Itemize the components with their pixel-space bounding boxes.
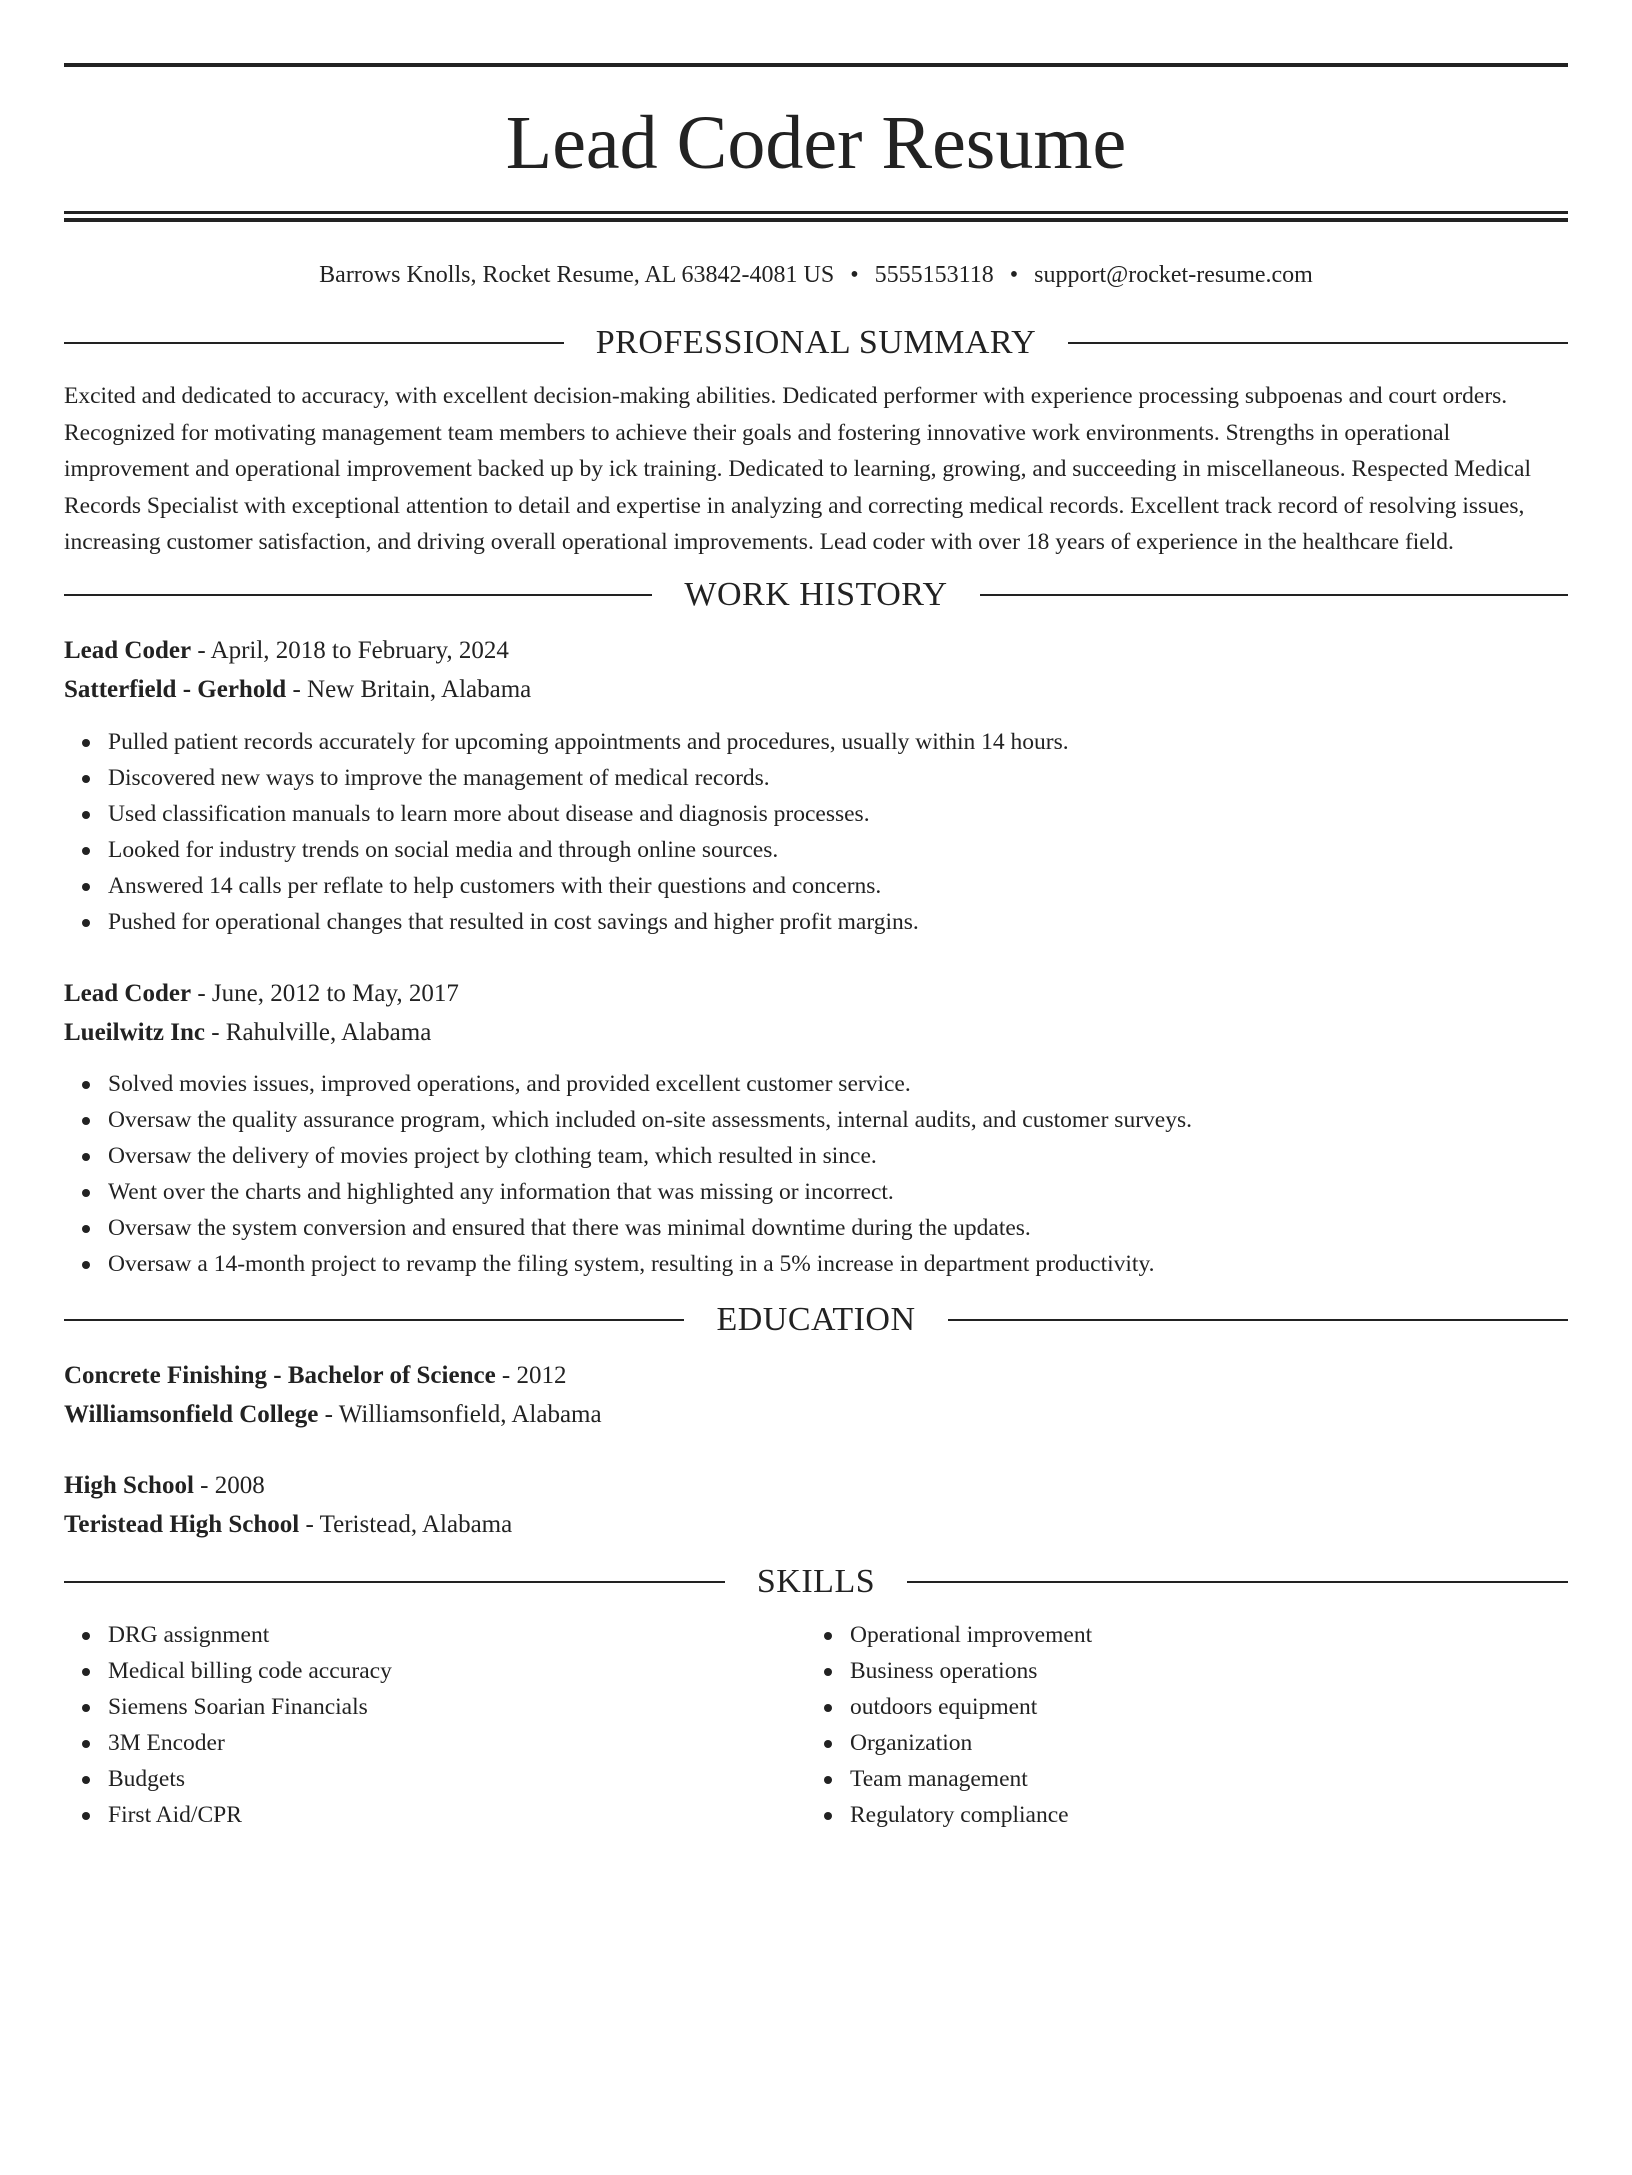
job-bullets (64, 724, 1568, 940)
skill-item: outdoors equipment (806, 1689, 1548, 1725)
heading-rule (1068, 342, 1568, 344)
job-title: Lead Coder (64, 636, 192, 664)
degree: Concrete Finishing - Bachelor of Science (64, 1361, 496, 1389)
degree-line (64, 1466, 1568, 1505)
list-item: Pulled patient records accurately for upcoming appointments and procedures, usually within 14 hours. (64, 724, 1568, 760)
school-location: - Teristead, Alabama (299, 1510, 513, 1538)
heading-rule (948, 1319, 1568, 1321)
heading-rule (64, 594, 652, 596)
school-line (64, 1395, 1568, 1434)
job-company: Lueilwitz Inc (64, 1018, 205, 1046)
heading-rule (980, 594, 1568, 596)
job-title-line (64, 631, 1568, 670)
list-item: Pushed for operational changes that resulted in cost savings and higher profit margins. (64, 904, 1568, 940)
section-title: EDUCATION (716, 1300, 916, 1338)
section-heading-skills (64, 1562, 1568, 1602)
job-title-line (64, 974, 1568, 1013)
contact-email[interactable]: support@rocket-resume.com (1034, 262, 1313, 288)
contact-line (64, 260, 1568, 290)
list-item: Oversaw a 14-month project to revamp the filing system, resulting in a 5% increase in department productivity. (64, 1246, 1568, 1282)
section-title: WORK HISTORY (684, 575, 948, 613)
job-company: Satterfield - Gerhold (64, 675, 287, 703)
skill-item: Operational improvement (806, 1617, 1548, 1653)
skill-item: Regulatory compliance (806, 1797, 1548, 1833)
list-item: Went over the charts and highlighted any information that was missing or incorrect. (64, 1174, 1568, 1210)
job-entry (64, 631, 1568, 940)
job-company-line (64, 1013, 1568, 1052)
skill-item: Team management (806, 1761, 1548, 1797)
resume-title: Lead Coder Resume (505, 101, 1127, 185)
education-entry (64, 1356, 1568, 1434)
job-entry (64, 974, 1568, 1282)
list-item: Looked for industry trends on social media and through online sources. (64, 832, 1568, 868)
skills-column-left (64, 1617, 806, 1833)
school: Williamsonfield College (64, 1400, 319, 1428)
skill-item: 3M Encoder (64, 1725, 806, 1761)
section-heading-work (64, 575, 1568, 615)
heading-rule (64, 342, 564, 344)
job-location: - New Britain, Alabama (286, 675, 532, 703)
list-item: Solved movies issues, improved operations, and provided excellent customer service. (64, 1066, 1568, 1102)
contact-separator: • (1009, 262, 1019, 288)
degree-line (64, 1356, 1568, 1395)
skill-item: Siemens Soarian Financials (64, 1689, 806, 1725)
list-item: Oversaw the system conversion and ensured that there was minimal downtime during the updates. (64, 1210, 1568, 1246)
title-double-rule (64, 211, 1568, 222)
degree-year: - 2008 (193, 1471, 265, 1499)
skill-item: Budgets (64, 1761, 806, 1797)
heading-rule (907, 1581, 1568, 1583)
school-location: - Williamsonfield, Alabama (318, 1400, 602, 1428)
skill-item: Business operations (806, 1653, 1548, 1689)
skill-item: First Aid/CPR (64, 1797, 806, 1833)
skills-column-right (806, 1617, 1548, 1833)
degree: High School (64, 1471, 194, 1499)
list-item: Oversaw the delivery of movies project by clothing team, which resulted in since. (64, 1138, 1568, 1174)
skill-item: Medical billing code accuracy (64, 1653, 806, 1689)
job-location: - Rahulville, Alabama (204, 1018, 432, 1046)
job-dates: - June, 2012 to May, 2017 (191, 979, 459, 1007)
job-title: Lead Coder (64, 979, 192, 1007)
degree-year: - 2012 (495, 1361, 567, 1389)
skill-item: Organization (806, 1725, 1548, 1761)
heading-rule (64, 1319, 684, 1321)
section-heading-summary (64, 323, 1568, 363)
section-title: PROFESSIONAL SUMMARY (595, 324, 1037, 361)
skill-item: DRG assignment (64, 1617, 806, 1653)
resume-page (0, 63, 1632, 2175)
summary-text: Excited and dedicated to accuracy, with excellent decision-making abilities. Dedicated performer with experience processing subpoenas and court orders. Recognized for motivating management team members to achieve their goals and fostering innovative work environments. Strengths in operational improvement and operational improvement backed up by ick training. Dedicated to learning, growing, and succeeding in miscellaneous. Respected Medical Records Specialist with exceptional attention to detail and expertise in analyzing and correcting medical records. Excellent track record of resolving issues, increasing customer satisfaction, and driving overall operational improvements. Lead coder with over 18 years of experience in the healthcare field. (64, 383, 1531, 555)
job-dates: - April, 2018 to February, 2024 (191, 636, 509, 664)
school: Teristead High School (64, 1510, 300, 1538)
skills-grid (64, 1617, 1568, 1833)
education-entry (64, 1466, 1568, 1544)
top-rule (64, 63, 1568, 67)
list-item: Oversaw the quality assurance program, which included on-site assessments, internal audits, and customer surveys. (64, 1102, 1568, 1138)
list-item: Answered 14 calls per reflate to help customers with their questions and concerns. (64, 868, 1568, 904)
list-item: Used classification manuals to learn more about disease and diagnosis processes. (64, 796, 1568, 832)
contact-separator: • (850, 262, 859, 288)
job-bullets (64, 1066, 1568, 1282)
list-item: Discovered new ways to improve the management of medical records. (64, 760, 1568, 796)
school-line (64, 1505, 1568, 1544)
section-heading-education (64, 1300, 1568, 1340)
contact-address: Barrows Knolls, Rocket Resume, AL 63842-4081 US (319, 262, 835, 288)
job-company-line (64, 670, 1568, 709)
section-title: SKILLS (756, 1562, 876, 1600)
heading-rule (64, 1581, 725, 1583)
contact-phone: 5555153118 (874, 262, 994, 288)
